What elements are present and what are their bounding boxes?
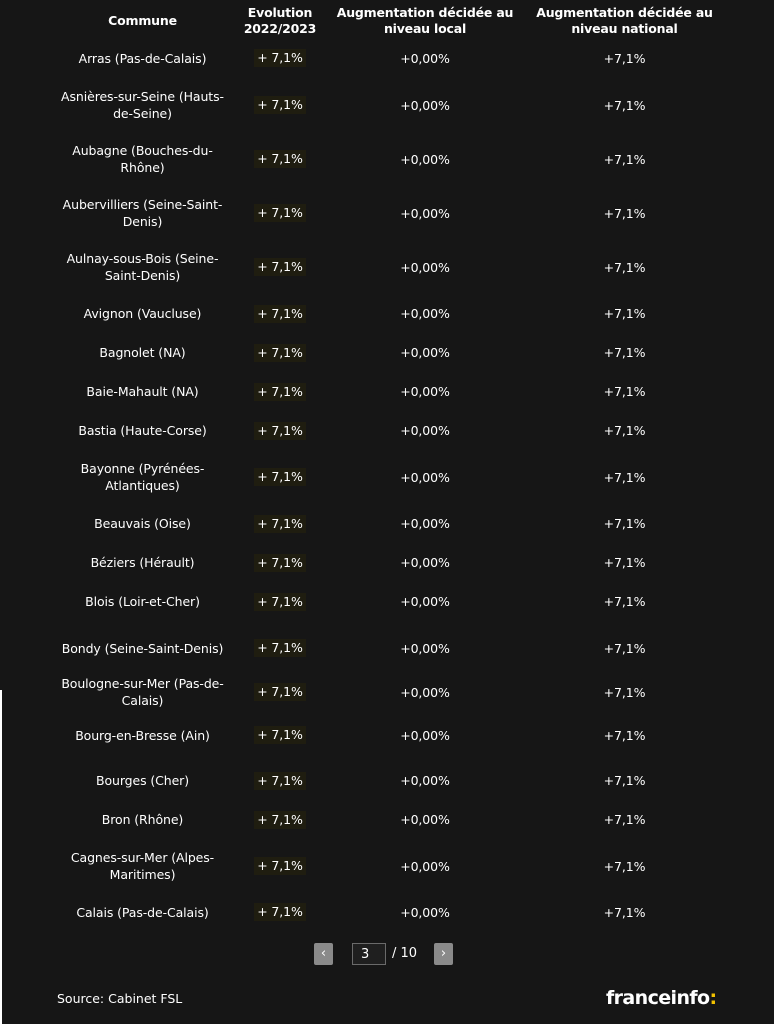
cell-evolution: [235, 132, 325, 186]
evolution-badge: + 7,1%: [254, 726, 306, 744]
evolution-badge: + 7,1%: [254, 344, 306, 362]
previous-page-button[interactable]: ‹: [314, 943, 333, 965]
cell-evolution: [235, 761, 325, 800]
cell-evolution: [235, 411, 325, 450]
cell-national: +7,1%: [603, 904, 646, 920]
cell-national: +7,1%: [603, 469, 646, 485]
cell-commune: Bron (Rhône): [101, 812, 184, 827]
table-row: [50, 372, 724, 411]
cell-evolution: [235, 621, 325, 675]
cell-local: +0,00%: [400, 151, 450, 167]
cell-commune: Bagnolet (NA): [99, 345, 186, 360]
franceinfo-logo: [606, 986, 717, 1010]
column-header-local[interactable]: Augmentation décidée au niveau local: [336, 5, 514, 36]
cell-national: +7,1%: [603, 306, 646, 321]
evolution-badge: + 7,1%: [254, 593, 306, 611]
cell-commune: Bourges (Cher): [95, 773, 189, 788]
cell-local: +0,00%: [400, 384, 450, 399]
cell-commune: Bourg-en-Bresse (Ain): [75, 727, 210, 743]
cell-commune: Bastia (Haute-Corse): [78, 423, 207, 438]
cell-commune: Béziers (Hérault): [90, 555, 195, 570]
cell-evolution: [235, 893, 325, 931]
cell-local: +0,00%: [400, 727, 450, 743]
table-row: [50, 132, 724, 186]
table-row: [50, 675, 724, 709]
cell-commune: Baie-Mahault (NA): [86, 384, 199, 399]
cell-commune: Bayonne (Pyrénées-Atlantiques): [80, 461, 205, 493]
cell-commune: Asnières-sur-Seine (Hauts-de-Seine): [61, 89, 224, 121]
table-row: [50, 709, 724, 761]
cell-local: +0,00%: [400, 773, 450, 788]
cell-evolution: [235, 294, 325, 333]
table-row: [50, 839, 724, 893]
cell-evolution: [235, 800, 325, 839]
cell-local: +0,00%: [400, 345, 450, 360]
table-header-row: [50, 4, 724, 38]
cell-national: +7,1%: [603, 384, 646, 399]
column-header-national[interactable]: Augmentation décidée au niveau national: [536, 5, 713, 36]
evolution-badge: + 7,1%: [254, 772, 306, 790]
evolution-badge: + 7,1%: [254, 305, 306, 323]
cell-commune: Blois (Loir-et-Cher): [85, 594, 200, 609]
next-page-button[interactable]: ›: [434, 943, 453, 965]
cell-national: +7,1%: [603, 50, 646, 66]
cell-national: +7,1%: [603, 423, 646, 438]
table-body: [50, 38, 724, 931]
left-edge-strip: [0, 690, 2, 1024]
cell-national: +7,1%: [603, 640, 646, 656]
cell-commune: Avignon (Vaucluse): [83, 306, 202, 321]
evolution-badge: + 7,1%: [254, 857, 306, 875]
cell-national: +7,1%: [603, 555, 646, 570]
cell-local: +0,00%: [400, 812, 450, 827]
evolution-badge: + 7,1%: [254, 49, 306, 67]
cell-national: +7,1%: [603, 151, 646, 167]
cell-evolution: [235, 675, 325, 709]
table-row: [50, 411, 724, 450]
table-row: [50, 240, 724, 294]
cell-national: +7,1%: [603, 727, 646, 743]
table-row: [50, 543, 724, 582]
table-row: [50, 450, 724, 504]
cell-commune: Aubagne (Bouches-du-Rhône): [72, 143, 213, 175]
cell-evolution: [235, 240, 325, 294]
cell-evolution: [235, 543, 325, 582]
logo-wordmark: franceinfo: [606, 987, 710, 1009]
cell-national: +7,1%: [603, 594, 646, 609]
table-row: [50, 294, 724, 333]
cell-national: +7,1%: [603, 773, 646, 788]
table-row: [50, 582, 724, 621]
cell-national: +7,1%: [603, 858, 646, 874]
cell-local: +0,00%: [400, 594, 450, 609]
table-row: [50, 621, 724, 675]
evolution-badge: + 7,1%: [254, 258, 306, 276]
evolution-badge: + 7,1%: [254, 383, 306, 401]
cell-evolution: [235, 839, 325, 893]
cell-commune: Cagnes-sur-Mer (Alpes-Maritimes): [70, 850, 215, 882]
cell-evolution: [235, 504, 325, 543]
cell-local: +0,00%: [400, 423, 450, 438]
table-row: [50, 38, 724, 78]
cell-evolution: [235, 38, 325, 78]
cell-national: +7,1%: [603, 345, 646, 360]
cell-local: +0,00%: [400, 205, 450, 221]
cell-commune: Aulnay-sous-Bois (Seine-Saint-Denis): [66, 251, 219, 283]
evolution-badge: + 7,1%: [254, 903, 306, 921]
table-row: [50, 78, 724, 132]
evolution-badge: + 7,1%: [254, 515, 306, 533]
cell-local: +0,00%: [400, 684, 450, 700]
cell-national: +7,1%: [603, 516, 646, 531]
evolution-badge: + 7,1%: [254, 683, 306, 701]
table-row: [50, 186, 724, 240]
cell-evolution: [235, 186, 325, 240]
column-header-evolution[interactable]: Evolution 2022/2023: [243, 5, 317, 36]
cell-local: +0,00%: [400, 50, 450, 66]
cell-commune: Bondy (Seine-Saint-Denis): [61, 640, 224, 656]
cell-local: +0,00%: [400, 904, 450, 920]
pagination: [0, 943, 774, 967]
logo-colon: :: [709, 987, 717, 1009]
evolution-badge: + 7,1%: [254, 204, 306, 222]
table-row: [50, 800, 724, 839]
data-table: [50, 4, 724, 931]
evolution-badge: + 7,1%: [254, 150, 306, 168]
cell-evolution: [235, 78, 325, 132]
cell-national: +7,1%: [603, 97, 646, 113]
cell-national: +7,1%: [603, 205, 646, 221]
cell-local: +0,00%: [400, 555, 450, 570]
cell-national: +7,1%: [603, 259, 646, 275]
cell-commune: Beauvais (Oise): [94, 516, 191, 531]
cell-evolution: [235, 582, 325, 621]
cell-national: +7,1%: [603, 812, 646, 827]
evolution-badge: + 7,1%: [254, 96, 306, 114]
cell-commune: Arras (Pas-de-Calais): [78, 50, 207, 66]
cell-evolution: [235, 450, 325, 504]
cell-local: +0,00%: [400, 469, 450, 485]
cell-evolution: [235, 372, 325, 411]
cell-local: +0,00%: [400, 640, 450, 656]
table-row: [50, 504, 724, 543]
evolution-badge: + 7,1%: [254, 811, 306, 829]
evolution-badge: + 7,1%: [254, 422, 306, 440]
table-row: [50, 333, 724, 372]
cell-commune: Calais (Pas-de-Calais): [76, 904, 209, 920]
page-total-label: / 10: [392, 946, 418, 961]
table-row: [50, 761, 724, 800]
cell-national: +7,1%: [603, 684, 646, 700]
evolution-badge: + 7,1%: [254, 468, 306, 486]
cell-local: +0,00%: [400, 306, 450, 321]
cell-evolution: [235, 709, 325, 761]
cell-local: +0,00%: [400, 858, 450, 874]
evolution-badge: + 7,1%: [254, 639, 306, 657]
evolution-badge: + 7,1%: [254, 554, 306, 572]
source-caption: Source: Cabinet FSL: [57, 991, 183, 1006]
cell-local: +0,00%: [400, 259, 450, 275]
cell-commune: Boulogne-sur-Mer (Pas-de-Calais): [61, 676, 224, 708]
cell-evolution: [235, 333, 325, 372]
column-header-commune[interactable]: Commune: [108, 13, 177, 28]
cell-local: +0,00%: [400, 516, 450, 531]
cell-local: +0,00%: [400, 97, 450, 113]
cell-commune: Aubervilliers (Seine-Saint-Denis): [62, 197, 223, 229]
page-number-input[interactable]: [352, 943, 386, 965]
table-row: [50, 893, 724, 931]
